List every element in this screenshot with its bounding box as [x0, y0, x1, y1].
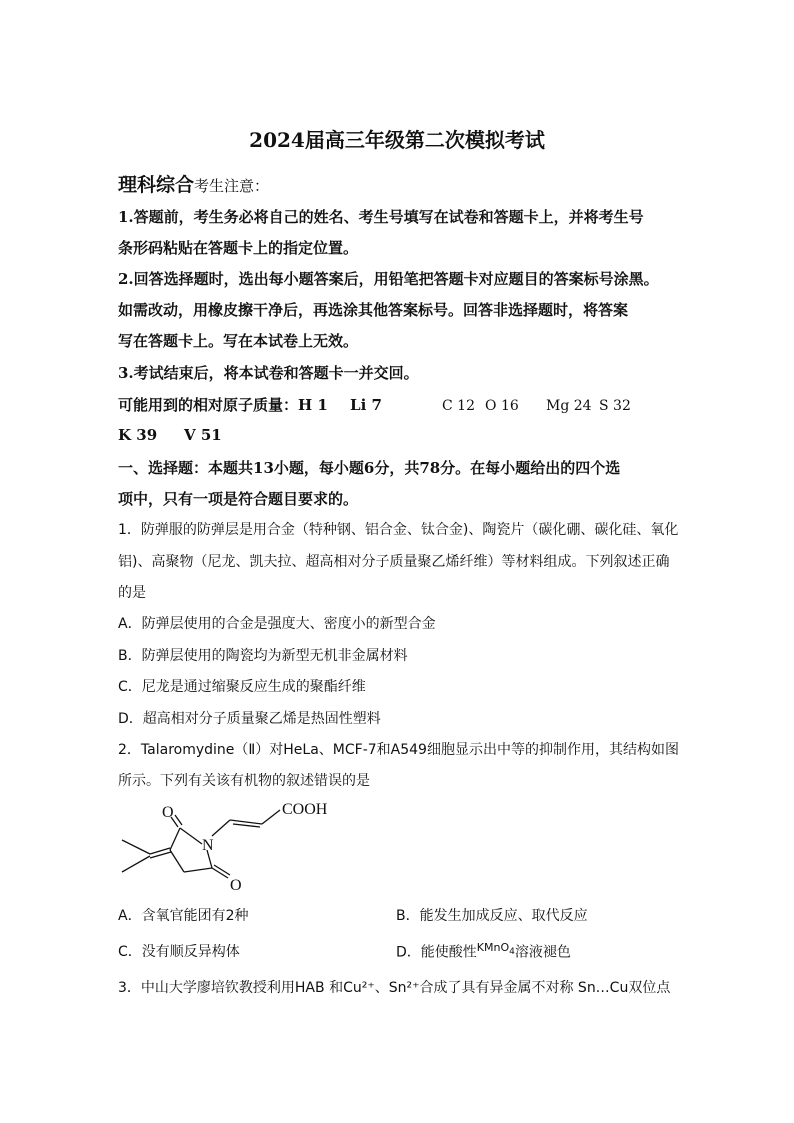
subject-heading — [118, 170, 269, 197]
notice-title: 考生注意： — [194, 177, 270, 195]
q2-option-a: A．含氧官能团有2种 — [118, 908, 249, 924]
atomic-mass-li: Li 7 — [350, 396, 382, 414]
notice-line-2: 条形码粘贴在答题卡上的指定位置。 — [118, 239, 359, 257]
subject-label: 理科综合 — [118, 174, 195, 196]
atomic-mass-line — [118, 394, 631, 415]
notice-line-5: 写在答题卡上。写在本试卷上无效。 — [118, 332, 359, 350]
section-header-line-1: 一、选择题：本题共13小题，每小题6分，共78分。在每小题给出的四个选 — [118, 459, 621, 477]
notice-line-3: 2.回答选择题时，选出每小题答案后，用铅笔把答题卡对应题目的答案标号涂黑。 — [118, 270, 659, 288]
q2-option-d-suffix: 溶液褪色 — [514, 944, 571, 961]
structure-label-o-bottom: O — [230, 877, 242, 894]
q1-option-b: B．防弹层使用的陶瓷均为新型无机非金属材料 — [118, 648, 408, 664]
q2-stem-line-1: 2．Talaromydine（Ⅱ）对HeLa、MCF-7和A549细胞显示出中等的抑制作用，其结构如图 — [118, 742, 679, 758]
q2-option-b: B．能发生加成反应、取代反应 — [396, 908, 588, 924]
notice-line-4: 如需改动，用橡皮擦干净后，再选涂其他答案标号。回答非选择题时，将答案 — [118, 301, 629, 319]
atomic-mass-mg: Mg 24 — [546, 398, 592, 414]
q1-stem-line-3: 的是 — [118, 585, 146, 601]
structure-label-cooh: COOH — [282, 801, 328, 818]
structure-label-o-top: O — [162, 804, 174, 821]
q1-option-d: D．超高相对分子质量聚乙烯是热固性塑料 — [118, 711, 381, 727]
q1-stem-line-2: 铝)、高聚物（尼龙、凯夫拉、超高相对分子质量聚乙烯纤维）等材料组成。下列叙述正确 — [118, 554, 670, 570]
q1-option-a: A．防弹层使用的合金是强度大、密度小的新型合金 — [118, 616, 436, 632]
section-header-line-2: 项中，只有一项是符合题目要求的。 — [118, 490, 359, 508]
notice-line-6: 3.考试结束后，将本试卷和答题卡一并交回。 — [118, 364, 419, 382]
atomic-mass-h: H 1 — [298, 396, 328, 414]
atomic-mass-c: C 12 — [442, 398, 475, 414]
structure-bonds — [122, 810, 280, 878]
q3-stem: 3．中山大学廖培钦教授利用HAB 和Cu²⁺、Sn²⁺合成了具有异金属不对称 Sn…Cu双位点 — [118, 980, 671, 996]
q2-option-c: C．没有顺反异构体 — [118, 944, 240, 960]
q2-option-d — [396, 941, 571, 962]
q1-option-c: C．尼龙是通过缩聚反应生成的聚酯纤维 — [118, 679, 366, 695]
atomic-mass-v: V 51 — [184, 426, 222, 444]
atomic-mass-o: O 16 — [485, 398, 519, 414]
atomic-mass-line-2 — [118, 426, 222, 444]
q2-option-d-prefix: D．能使酸性 — [396, 944, 477, 961]
q1-stem-line-1: 1．防弹服的防弹层是用合金（特种钢、铝合金、钛合金)、陶瓷片（碳化硼、碳化硅、氧化 — [118, 522, 679, 538]
atomic-mass-k: K 39 — [118, 426, 158, 444]
page-title: 2024届高三年级第二次模拟考试 — [249, 128, 545, 152]
structure-label-n: N — [202, 837, 214, 854]
atomic-mass-s: S 32 — [599, 398, 631, 414]
notice-line-1: 1.答题前，考生务必将自己的姓名、考生号填写在试卷和答题卡上，并将考生号 — [118, 208, 644, 226]
q2-stem-line-2: 所示。下列有关该有机物的叙述错误的是 — [118, 773, 370, 789]
atomic-mass-label: 可能用到的相对原子质量： — [118, 396, 299, 414]
q2-structure-diagram — [112, 792, 352, 902]
q2-option-d-formula: KMnO4 — [476, 941, 515, 958]
